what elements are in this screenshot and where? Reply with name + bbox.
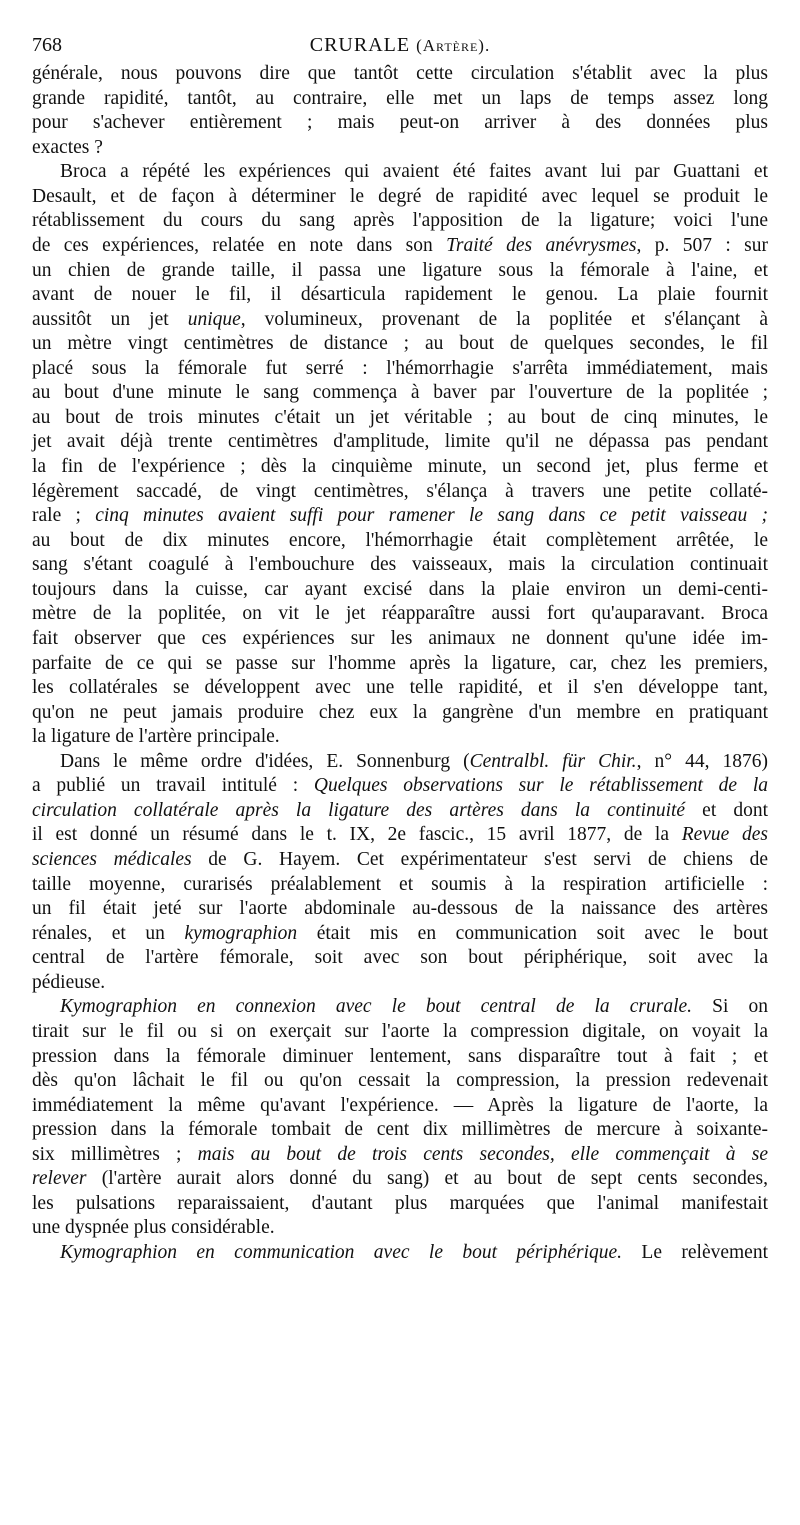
text-segment: de ces expériences, relatée en note dans son — [32, 234, 447, 256]
italic-text: sciences médicales — [32, 849, 192, 870]
text-segment: les collatérales se développent avec une telle rapidité, et il s'en développe tant, — [32, 677, 768, 699]
text-line — [32, 455, 768, 480]
running-title — [32, 34, 768, 57]
text-segment: un chien de grande taille, il passa une ligature sous la fémorale à l'aine, et — [32, 259, 768, 281]
text-segment: était mis en communication soit avec le bout — [297, 922, 768, 944]
text-line — [32, 504, 768, 529]
italic-text: Revue des — [681, 824, 768, 846]
text-segment: avant de nouer le fil, il désarticula rapidement le genou. La plaie fournit — [32, 284, 768, 306]
text-line — [32, 897, 768, 922]
text-line — [32, 234, 768, 259]
italic-text: kymographion — [184, 922, 298, 944]
text-line — [32, 1094, 768, 1119]
text-line — [32, 823, 768, 848]
text-segment: légèrement saccadé, de vingt centimètres, s'élança à travers une petite collaté- — [32, 480, 768, 502]
text-segment: il est donné un résumé dans le t. IX, 2e fascic., 15 avril 1877, de la — [32, 824, 682, 846]
text-line — [32, 430, 768, 455]
italic-text: mais au bout de trois cents secondes, elle commençait à se — [197, 1143, 768, 1165]
running-title-main: CRURALE — [309, 34, 411, 56]
text-line — [32, 774, 768, 799]
text-segment: pédieuse. — [32, 971, 106, 993]
page-number: 768 — [32, 34, 62, 56]
text-segment: pour s'achever entièrement ; mais peut-on arriver à des données plus — [32, 112, 768, 134]
text-line — [32, 136, 768, 161]
italic-text: Kymographion en communication avec le bout périphérique. — [60, 1242, 623, 1263]
text-segment: jet avait déjà trente centimètres d'amplitude, limite qu'il ne dépassa pas pendant — [32, 431, 768, 453]
text-line — [32, 1118, 768, 1143]
text-line — [32, 873, 768, 898]
text-segment: rénales, et un — [32, 922, 185, 944]
text-line — [32, 209, 768, 234]
text-line — [32, 946, 768, 971]
text-line — [32, 725, 768, 750]
running-header — [32, 34, 768, 60]
text-segment: mètre de la poplitée, on vit le jet réapparaître aussi fort qu'auparavant. Broca — [32, 603, 768, 625]
text-segment: Dans le même ordre d'idées, E. Sonnenburg ( — [60, 750, 470, 772]
text-line — [32, 701, 768, 726]
text-line — [32, 553, 768, 578]
text-segment: pression dans la fémorale diminuer lentement, sans disparaître tout à fait ; et — [32, 1045, 768, 1067]
text-line — [32, 160, 768, 185]
text-segment: la fin de l'expérience ; dès la cinquième minute, un second jet, plus ferme et — [32, 456, 768, 477]
text-segment: tirait sur le fil ou si on exerçait sur l'aorte la compression digitale, on voyait la — [32, 1020, 768, 1042]
text-segment: dès qu'on lâchait le fil ou qu'on cessait la compression, la pression redevenait — [32, 1070, 768, 1092]
text-line — [32, 87, 768, 112]
italic-text: Kymographion en connexion avec le bout central de la crurale. — [60, 996, 693, 1018]
text-segment: parfaite de ce qui se passe sur l'homme après la ligature, car, chez les premiers, — [32, 652, 768, 674]
italic-text: circulation collatérale après la ligature des artères dans la continuité — [32, 799, 686, 821]
text-line — [32, 652, 768, 677]
running-title-sub: (Artère). — [416, 36, 491, 55]
text-segment: au bout d'une minute le sang commença à baver par l'ouverture de la poplitée ; — [32, 382, 768, 404]
text-segment: rale ; — [32, 505, 96, 527]
text-line — [32, 62, 768, 87]
text-line — [32, 381, 768, 406]
text-line — [32, 1167, 768, 1192]
text-segment: un fil était jeté sur l'aorte abdominale au-dessous de la naissance des artères — [32, 898, 768, 920]
text-line — [32, 406, 768, 431]
text-segment: Desault, et de façon à déterminer le degré de rapidité avec lequel se produit le — [32, 185, 768, 207]
text-segment: pression dans la fémorale tombait de cent dix millimètres de mercure à soixante- — [32, 1119, 768, 1141]
text-line — [32, 259, 768, 284]
text-segment: , p. 507 : sur — [636, 234, 768, 256]
text-line — [32, 332, 768, 357]
text-segment: au bout de trois minutes c'était un jet véritable ; au bout de cinq minutes, le — [32, 406, 768, 428]
text-segment: grande rapidité, tantôt, au contraire, elle met un laps de temps assez long — [32, 87, 768, 109]
text-segment: toujours dans la cuisse, car ayant excisé dans la plaie environ un demi-centi- — [32, 578, 768, 600]
text-segment: de G. Hayem. Cet expérimentateur s'est servi de chiens de — [191, 849, 769, 870]
text-line — [32, 971, 768, 996]
text-segment: une dyspnée plus considérable. — [32, 1217, 275, 1239]
text-line — [32, 848, 768, 873]
text-segment: les pulsations reparaissaient, d'autant plus marquées que l'animal manifestait — [32, 1192, 768, 1214]
text-line — [32, 185, 768, 210]
text-line — [32, 1045, 768, 1070]
text-line — [32, 1069, 768, 1094]
text-line — [32, 357, 768, 382]
italic-text: unique — [187, 308, 241, 330]
text-line — [32, 1241, 768, 1266]
text-segment: rétablissement du cours du sang après l'apposition de la ligature; voici l'une — [32, 210, 768, 232]
text-segment: , n° 44, 1876) — [636, 750, 768, 772]
text-line — [32, 1216, 768, 1241]
text-segment: exactes ? — [32, 136, 103, 158]
text-line — [32, 602, 768, 627]
text-segment: au bout de dix minutes encore, l'hémorrhagie était complètement arrêtée, le — [32, 529, 768, 551]
text-segment: Le relèvement — [622, 1242, 768, 1263]
text-segment: central de l'artère fémorale, soit avec son bout périphérique, soit avec la — [32, 947, 768, 969]
text-line — [32, 750, 768, 775]
text-line — [32, 480, 768, 505]
text-segment: a publié un travail intitulé : — [32, 775, 314, 797]
text-line — [32, 676, 768, 701]
text-segment: et dont — [685, 799, 768, 821]
text-segment: placé sous la fémorale fut serré : l'hémorrhagie s'arrêta immédiatement, mais — [32, 357, 768, 379]
text-line — [32, 922, 768, 947]
text-line — [32, 799, 768, 824]
text-segment: Si on — [692, 996, 768, 1018]
text-line — [32, 578, 768, 603]
text-segment: la ligature de l'artère principale. — [32, 726, 280, 748]
text-segment: qu'on ne peut jamais produire chez eux la gangrène d'un membre en pratiquant — [32, 701, 768, 723]
text-segment: immédiatement la même qu'avant l'expérience. — Après la ligature de l'aorte, la — [32, 1094, 768, 1116]
italic-text: Quelques observations sur le rétablissement de la — [313, 775, 768, 797]
body-text — [32, 62, 768, 1266]
text-segment: six millimètres ; — [32, 1143, 198, 1165]
text-line — [32, 308, 768, 333]
italic-text: Traité des anévrysmes — [446, 234, 637, 256]
text-segment: (l'artère aurait alors donné du sang) et au bout de sept cents secondes, — [86, 1168, 768, 1190]
text-segment: générale, nous pouvons dire que tantôt cette circulation s'établit avec la plus — [32, 63, 768, 84]
text-line — [32, 111, 768, 136]
text-line — [32, 995, 768, 1020]
text-line — [32, 283, 768, 308]
text-line — [32, 1192, 768, 1217]
italic-text: relever — [32, 1168, 87, 1190]
text-segment: , volumineux, provenant de la poplitée et s'élançant à — [240, 308, 768, 330]
text-segment: aussitôt un jet — [32, 308, 188, 330]
italic-text: Centralbl. für Chir. — [469, 750, 637, 772]
text-segment: sang s'étant coagulé à l'embouchure des vaisseaux, mais la circulation continuait — [32, 554, 768, 576]
text-line — [32, 1020, 768, 1045]
text-line — [32, 529, 768, 554]
italic-text: cinq minutes avaient suffi pour ramener le sang dans ce petit vaisseau ; — [95, 505, 769, 527]
text-segment: taille moyenne, curarisés préalablement et soumis à la respiration artificielle : — [32, 873, 768, 895]
text-segment: Broca a répété les expériences qui avaient été faites avant lui par Guattani et — [60, 161, 768, 183]
text-segment: fait observer que ces expériences sur les animaux ne donnent qu'une idée im- — [32, 627, 768, 649]
text-line — [32, 627, 768, 652]
text-line — [32, 1143, 768, 1168]
text-segment: un mètre vingt centimètres de distance ; au bout de quelques secondes, le fil — [32, 333, 768, 355]
